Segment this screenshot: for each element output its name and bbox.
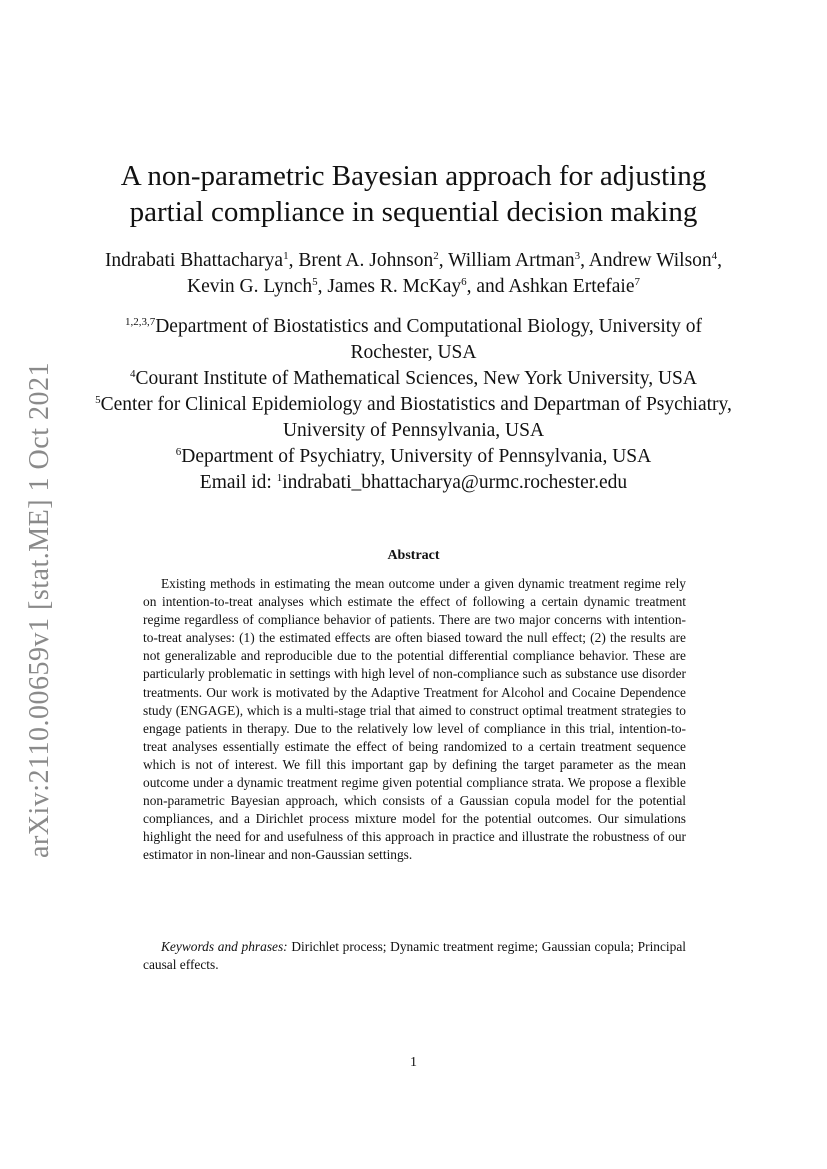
- affiliation-list: [90, 314, 737, 496]
- affiliation-item: [90, 366, 737, 392]
- author-affiliation-mark: 4: [711, 250, 718, 262]
- author-affiliation-mark: 3: [574, 250, 581, 262]
- email-line: [90, 470, 737, 496]
- author-name: Kevin G. Lynch: [186, 276, 313, 297]
- email-label: Email id:: [199, 472, 277, 493]
- affiliation-item: [90, 444, 737, 470]
- author-affiliation-mark: 5: [312, 276, 318, 288]
- paper-title: [100, 158, 727, 230]
- email-address-link[interactable]: indrabati_bhattacharya@urmc.rochester.edu: [282, 472, 628, 493]
- affiliation-item: [90, 314, 737, 366]
- author-name: Indrabati Bhattacharya: [104, 250, 284, 271]
- affiliation-text: Department of Psychiatry, University of Pennsylvania, USA: [181, 446, 652, 467]
- keywords-paragraph: [143, 938, 686, 974]
- affiliation-item: [90, 392, 737, 444]
- affiliation-mark: 6: [175, 446, 182, 458]
- author-affiliation-mark: 7: [634, 276, 640, 288]
- author-list: Indrabati Bhattacharya$^1$, Brent A. Johnson$^2$, William Artman$^3$, Andrew Wilson$^4$, Kevin G. Lynch$^5$, James R. McKay$^6$, and Ashkan Ertefaie$^7$: [104, 250, 723, 297]
- page-number: 1: [410, 1055, 417, 1070]
- affiliation-text: Center for Clinical Epidemiology and Biostatistics and Departman of Psychiatry, University of Pennsylvania, USA: [100, 394, 732, 441]
- author-name: James R. McKay: [327, 276, 462, 297]
- affiliation-mark: 1,2,3,7: [124, 316, 156, 328]
- affiliation-mark: 5: [95, 394, 101, 406]
- paper-title-line-2: partial compliance in sequential decision making: [129, 196, 698, 228]
- author-affiliation-mark: 2: [433, 250, 439, 262]
- author-name: Andrew Wilson: [588, 250, 712, 271]
- author-affiliation-mark: 6: [461, 276, 467, 288]
- paper-title-line-1: A non-parametric Bayesian approach for adjusting: [120, 160, 707, 192]
- author-name: Ashkan Ertefaie: [508, 276, 635, 297]
- affiliation-mark: 4: [130, 368, 136, 380]
- arxiv-identifier-stamp[interactable]: arXiv:2110.00659v1 [stat.ME] 1 Oct 2021: [24, 362, 55, 858]
- abstract-heading: Abstract: [387, 548, 440, 563]
- author-affiliation-mark: 1: [283, 250, 289, 262]
- affiliation-text: Department of Biostatistics and Computational Biology, University of Rochester, USA: [155, 316, 703, 363]
- abstract-body: Existing methods in estimating the mean outcome under a given dynamic treatment regime rely on intention-to-treat analyses which estimate the effect of following a certain dynamic treatment regime regardless of compliance behavior of patients. There are two major concerns with intention-to-treat analyses: (1) the estimated effects are often biased toward the null effect; (2) the results are not generalizable and reproducible due to the potential differential compliance behavior. These are particularly problematic in settings with high level of non-compliance such as substance use disorder treatments. Our work is motivated by the Adaptive Treatment for Alcohol and Cocaine Dependence study (ENGAGE), which is a multi-stage trial that aimed to construct optimal treatment strategies to engage patients in therapy. Due to the relatively low level of compliance in this trial, intention-to-treat analyses essentially estimate the effect of being randomized to a certain treatment sequence which is not of interest. We fill this important gap by defining the target parameter as the mean outcome under a dynamic treatment regime given potential compliance strata. We propose a flexible non-parametric Bayesian approach, which consists of a Gaussian copula model for the potential compliances, and a Dirichlet process mixture model for the potential outcomes. Our simulations highlight the need for and usefulness of this approach in practice and illustrate the robustness of our estimator in non-linear and non-Gaussian settings.: [143, 576, 686, 863]
- author-name: Brent A. Johnson: [298, 250, 434, 271]
- keywords-text: Dirichlet process; Dynamic treatment regime; Gaussian copula; Principal causal effects.: [143, 939, 687, 973]
- email-affiliation-mark: 1: [276, 472, 283, 484]
- author-name: William Artman: [448, 250, 575, 271]
- affiliation-text: Courant Institute of Mathematical Sciences, New York University, USA: [135, 368, 697, 389]
- keywords-label: Keywords and phrases:: [161, 939, 288, 954]
